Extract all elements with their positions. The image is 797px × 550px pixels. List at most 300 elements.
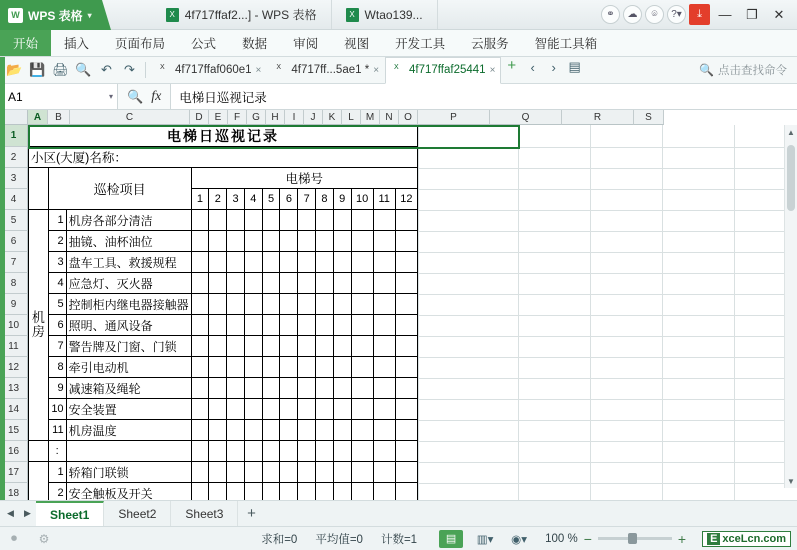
- file-tab-3[interactable]: [385, 57, 501, 84]
- close-icon[interactable]: ×: [489, 64, 496, 76]
- check-cell[interactable]: [316, 462, 334, 483]
- item-name[interactable]: 照明、通风设备: [66, 315, 191, 336]
- check-cell[interactable]: [244, 273, 262, 294]
- magnifier-icon[interactable]: 🔍: [127, 88, 144, 104]
- prev-tab-icon[interactable]: ‹: [530, 59, 535, 75]
- co-edit-icon[interactable]: ⚭: [601, 5, 620, 24]
- column-header-B[interactable]: B: [48, 110, 70, 125]
- check-cell[interactable]: [395, 273, 417, 294]
- check-cell[interactable]: [244, 336, 262, 357]
- check-cell[interactable]: [209, 462, 227, 483]
- lift-number-1[interactable]: 1: [191, 189, 209, 210]
- check-cell[interactable]: [373, 315, 395, 336]
- row-header-14[interactable]: 14: [0, 399, 28, 420]
- check-cell[interactable]: [209, 210, 227, 231]
- column-header-G[interactable]: G: [247, 110, 266, 125]
- check-cell[interactable]: [209, 483, 227, 501]
- ribbon-tab-home[interactable]: 开始: [0, 30, 51, 56]
- item-name[interactable]: 警告牌及门窗、门锁: [66, 336, 191, 357]
- sheet-title-cell[interactable]: 电梯日巡视记录: [29, 126, 418, 147]
- check-cell[interactable]: [316, 273, 334, 294]
- check-cell[interactable]: [333, 210, 351, 231]
- check-cell[interactable]: [333, 483, 351, 501]
- item-no[interactable]: 2: [48, 483, 66, 501]
- column-header-P[interactable]: P: [418, 110, 490, 125]
- check-cell[interactable]: [209, 378, 227, 399]
- ribbon-tab-view[interactable]: 视图: [344, 37, 370, 51]
- check-cell[interactable]: [191, 483, 209, 501]
- check-cell[interactable]: [209, 231, 227, 252]
- check-cell[interactable]: [227, 315, 245, 336]
- lift-number-7[interactable]: 7: [298, 189, 316, 210]
- check-cell[interactable]: [316, 441, 334, 462]
- item-no[interactable]: 8: [48, 357, 66, 378]
- check-cell[interactable]: [316, 399, 334, 420]
- file-tab-2[interactable]: [267, 57, 385, 84]
- row-header-3[interactable]: 3: [0, 168, 28, 189]
- lift-number-10[interactable]: 10: [351, 189, 373, 210]
- check-cell[interactable]: [227, 252, 245, 273]
- document-tab-2[interactable]: [332, 0, 438, 29]
- check-cell[interactable]: [244, 483, 262, 501]
- check-cell[interactable]: [333, 315, 351, 336]
- row-header-6[interactable]: 6: [0, 231, 28, 252]
- row-header-7[interactable]: 7: [0, 252, 28, 273]
- check-cell[interactable]: [298, 273, 316, 294]
- check-cell[interactable]: [227, 273, 245, 294]
- check-cell[interactable]: [244, 294, 262, 315]
- check-cell[interactable]: [298, 210, 316, 231]
- save-icon[interactable]: 💾: [29, 62, 46, 77]
- table-row[interactable]: [29, 168, 418, 189]
- table-row[interactable]: [29, 399, 418, 420]
- check-cell[interactable]: [191, 420, 209, 441]
- new-file-tab-button[interactable]: +: [507, 56, 517, 74]
- check-cell[interactable]: [227, 357, 245, 378]
- check-cell[interactable]: [351, 378, 373, 399]
- check-cell[interactable]: [316, 357, 334, 378]
- item-no[interactable]: :: [48, 441, 66, 462]
- check-cell[interactable]: [333, 336, 351, 357]
- check-cell[interactable]: [333, 378, 351, 399]
- check-cell[interactable]: [191, 357, 209, 378]
- check-cell[interactable]: [395, 231, 417, 252]
- ribbon-tab-developer[interactable]: 开发工具: [395, 37, 446, 51]
- item-no[interactable]: 10: [48, 399, 66, 420]
- section-spacer-cell[interactable]: [29, 441, 49, 462]
- check-cell[interactable]: [373, 357, 395, 378]
- item-no[interactable]: 4: [48, 273, 66, 294]
- print-icon[interactable]: 🖨: [52, 62, 69, 77]
- check-cell[interactable]: [209, 294, 227, 315]
- check-cell[interactable]: [298, 399, 316, 420]
- row-header-16[interactable]: 16: [0, 441, 28, 462]
- check-cell[interactable]: [351, 357, 373, 378]
- row-header-17[interactable]: 17: [0, 462, 28, 483]
- sheet-tab-sheet3[interactable]: Sheet3: [171, 501, 238, 526]
- check-cell[interactable]: [262, 294, 280, 315]
- file-tab-1[interactable]: [151, 57, 267, 84]
- check-cell[interactable]: [191, 378, 209, 399]
- check-cell[interactable]: [373, 462, 395, 483]
- table-row[interactable]: [29, 483, 418, 501]
- check-cell[interactable]: [373, 252, 395, 273]
- ribbon-tab-formulas[interactable]: 公式: [191, 37, 217, 51]
- zoom-slider-knob[interactable]: [628, 533, 637, 544]
- column-header-H[interactable]: H: [266, 110, 285, 125]
- close-icon[interactable]: ×: [255, 64, 262, 76]
- inspection-record-table[interactable]: [28, 125, 418, 500]
- check-cell[interactable]: [244, 357, 262, 378]
- table-row[interactable]: [29, 462, 418, 483]
- check-cell[interactable]: [373, 231, 395, 252]
- row-header-8[interactable]: 8: [0, 273, 28, 294]
- check-cell[interactable]: [280, 462, 298, 483]
- reading-view-icon[interactable]: ◉▾: [511, 533, 527, 546]
- column-header-E[interactable]: E: [209, 110, 228, 125]
- item-name[interactable]: 安全触板及开关: [66, 483, 191, 501]
- check-cell[interactable]: [280, 252, 298, 273]
- ribbon-tab-toolbox[interactable]: 智能工具箱: [534, 37, 598, 51]
- table-row[interactable]: [29, 441, 418, 462]
- check-cell[interactable]: [209, 315, 227, 336]
- check-cell[interactable]: [333, 252, 351, 273]
- check-cell[interactable]: [351, 294, 373, 315]
- check-cell[interactable]: [298, 357, 316, 378]
- tab-list-icon[interactable]: ▤: [568, 59, 581, 74]
- check-cell[interactable]: [262, 420, 280, 441]
- column-header-C[interactable]: C: [70, 110, 190, 125]
- check-cell[interactable]: [316, 378, 334, 399]
- check-cell[interactable]: [373, 273, 395, 294]
- ribbon-tab-data[interactable]: 数据: [242, 37, 268, 51]
- column-header-F[interactable]: F: [228, 110, 247, 125]
- check-cell[interactable]: [373, 483, 395, 501]
- check-cell[interactable]: [373, 294, 395, 315]
- check-cell[interactable]: [351, 336, 373, 357]
- check-cell[interactable]: [298, 336, 316, 357]
- item-no[interactable]: 3: [48, 252, 66, 273]
- item-no[interactable]: 1: [48, 462, 66, 483]
- column-header-N[interactable]: N: [380, 110, 399, 125]
- column-header-O[interactable]: O: [399, 110, 418, 125]
- check-cell[interactable]: [373, 336, 395, 357]
- check-cell[interactable]: [298, 441, 316, 462]
- check-cell[interactable]: [244, 399, 262, 420]
- cloud-icon[interactable]: ☁: [623, 5, 642, 24]
- layout-view-icon[interactable]: ▥▾: [476, 533, 494, 546]
- table-row[interactable]: [29, 294, 418, 315]
- item-name[interactable]: 减速箱及绳轮: [66, 378, 191, 399]
- table-row[interactable]: [29, 252, 418, 273]
- check-cell[interactable]: [244, 210, 262, 231]
- check-cell[interactable]: [262, 231, 280, 252]
- row-header-4[interactable]: 4: [0, 189, 28, 210]
- ribbon-tab-page-layout[interactable]: 页面布局: [115, 37, 166, 51]
- undo-icon[interactable]: ↶: [101, 62, 112, 77]
- item-name[interactable]: 牵引电动机: [66, 357, 191, 378]
- check-cell[interactable]: [316, 336, 334, 357]
- section-spacer-cell[interactable]: [29, 168, 49, 210]
- check-cell[interactable]: [395, 252, 417, 273]
- redo-icon[interactable]: ↷: [124, 62, 135, 77]
- check-cell[interactable]: [227, 441, 245, 462]
- check-cell[interactable]: [191, 315, 209, 336]
- settings-icon[interactable]: ⚙: [38, 531, 50, 546]
- check-cell[interactable]: [395, 378, 417, 399]
- check-cell[interactable]: [351, 273, 373, 294]
- check-cell[interactable]: [244, 420, 262, 441]
- wps-app-tab[interactable]: [0, 0, 102, 30]
- check-cell[interactable]: [298, 462, 316, 483]
- zoom-slider-track[interactable]: [598, 537, 672, 540]
- check-cell[interactable]: [191, 462, 209, 483]
- check-cell[interactable]: [333, 231, 351, 252]
- fx-icon[interactable]: fx: [151, 88, 162, 104]
- check-cell[interactable]: [280, 399, 298, 420]
- check-cell[interactable]: [316, 483, 334, 501]
- table-row[interactable]: [29, 210, 418, 231]
- table-row[interactable]: [29, 336, 418, 357]
- ribbon-tab-cloud[interactable]: 云服务: [471, 37, 509, 51]
- check-cell[interactable]: [316, 252, 334, 273]
- check-cell[interactable]: [351, 399, 373, 420]
- check-cell[interactable]: [298, 231, 316, 252]
- check-cell[interactable]: [262, 378, 280, 399]
- sheet-tab-sheet2[interactable]: Sheet2: [104, 501, 171, 526]
- close-button[interactable]: ✕: [773, 6, 785, 22]
- check-cell[interactable]: [209, 420, 227, 441]
- sheet-prev-icon[interactable]: ◀: [7, 508, 14, 518]
- check-cell[interactable]: [280, 315, 298, 336]
- check-cell[interactable]: [351, 420, 373, 441]
- item-name[interactable]: 应急灯、灭火器: [66, 273, 191, 294]
- column-header-A[interactable]: A: [28, 110, 48, 125]
- check-cell[interactable]: [227, 420, 245, 441]
- check-cell[interactable]: [227, 336, 245, 357]
- row-header-12[interactable]: 12: [0, 357, 28, 378]
- check-cell[interactable]: [262, 357, 280, 378]
- table-row[interactable]: [29, 273, 418, 294]
- item-name[interactable]: 机房各部分清洁: [66, 210, 191, 231]
- check-cell[interactable]: [373, 420, 395, 441]
- check-cell[interactable]: [191, 273, 209, 294]
- ribbon-tab-review[interactable]: 审阅: [293, 37, 319, 51]
- section-label-machine-room[interactable]: 机 房: [29, 210, 49, 441]
- print-preview-icon[interactable]: 🔍: [75, 62, 92, 77]
- check-cell[interactable]: [280, 294, 298, 315]
- header-lift-group[interactable]: 电梯号: [191, 168, 417, 189]
- check-cell[interactable]: [227, 210, 245, 231]
- check-cell[interactable]: [262, 399, 280, 420]
- check-cell[interactable]: [227, 483, 245, 501]
- row-header-11[interactable]: 11: [0, 336, 28, 357]
- column-header-L[interactable]: L: [342, 110, 361, 125]
- check-cell[interactable]: [262, 273, 280, 294]
- check-cell[interactable]: [395, 210, 417, 231]
- zoom-in-button[interactable]: +: [677, 530, 687, 547]
- close-icon[interactable]: ×: [373, 64, 380, 76]
- check-cell[interactable]: [333, 294, 351, 315]
- item-no[interactable]: 11: [48, 420, 66, 441]
- chevron-down-icon[interactable]: ▾: [87, 10, 92, 20]
- open-icon[interactable]: 📂: [6, 62, 23, 77]
- check-cell[interactable]: [333, 462, 351, 483]
- check-cell[interactable]: [298, 483, 316, 501]
- check-cell[interactable]: [316, 294, 334, 315]
- row-header-10[interactable]: 10: [0, 315, 28, 336]
- table-row[interactable]: [29, 315, 418, 336]
- check-cell[interactable]: [333, 399, 351, 420]
- check-cell[interactable]: [191, 252, 209, 273]
- row-header-2[interactable]: 2: [0, 147, 28, 168]
- check-cell[interactable]: [395, 462, 417, 483]
- help-icon[interactable]: ?▾: [667, 5, 686, 24]
- user-icon[interactable]: ⌾: [645, 5, 664, 24]
- zoom-out-button[interactable]: −: [583, 530, 592, 547]
- check-cell[interactable]: [227, 399, 245, 420]
- check-cell[interactable]: [244, 252, 262, 273]
- check-cell[interactable]: [351, 441, 373, 462]
- check-cell[interactable]: [262, 315, 280, 336]
- check-cell[interactable]: [262, 210, 280, 231]
- record-icon[interactable]: ⏺: [10, 531, 17, 545]
- check-cell[interactable]: [395, 315, 417, 336]
- check-cell[interactable]: [351, 315, 373, 336]
- formula-input[interactable]: 电梯日巡视记录: [170, 84, 797, 109]
- check-cell[interactable]: [316, 231, 334, 252]
- restore-button[interactable]: ❐: [746, 6, 758, 22]
- check-cell[interactable]: [227, 462, 245, 483]
- check-cell[interactable]: [262, 336, 280, 357]
- vertical-scroll-thumb[interactable]: [787, 145, 795, 211]
- check-cell[interactable]: [280, 483, 298, 501]
- download-icon[interactable]: ⤓: [689, 4, 710, 25]
- scroll-up-icon[interactable]: ▲: [787, 127, 795, 137]
- lift-number-11[interactable]: 11: [373, 189, 395, 210]
- header-item-col[interactable]: 巡检项目: [48, 168, 191, 210]
- check-cell[interactable]: [191, 441, 209, 462]
- check-cell[interactable]: [333, 420, 351, 441]
- check-cell[interactable]: [395, 441, 417, 462]
- check-cell[interactable]: [351, 462, 373, 483]
- check-cell[interactable]: [333, 441, 351, 462]
- column-header-J[interactable]: J: [304, 110, 323, 125]
- row-header-15[interactable]: 15: [0, 420, 28, 441]
- check-cell[interactable]: [280, 441, 298, 462]
- section-label-car[interactable]: [29, 462, 49, 501]
- check-cell[interactable]: [244, 441, 262, 462]
- check-cell[interactable]: [244, 231, 262, 252]
- check-cell[interactable]: [209, 441, 227, 462]
- item-no[interactable]: 1: [48, 210, 66, 231]
- check-cell[interactable]: [395, 399, 417, 420]
- check-cell[interactable]: [280, 336, 298, 357]
- check-cell[interactable]: [333, 273, 351, 294]
- table-row[interactable]: [29, 231, 418, 252]
- check-cell[interactable]: [191, 210, 209, 231]
- column-header-Q[interactable]: Q: [490, 110, 562, 125]
- check-cell[interactable]: [209, 336, 227, 357]
- item-no[interactable]: 5: [48, 294, 66, 315]
- item-name[interactable]: 盘车工具、救援规程: [66, 252, 191, 273]
- check-cell[interactable]: [373, 441, 395, 462]
- next-tab-icon[interactable]: ›: [551, 59, 556, 75]
- item-name[interactable]: 抽镜、油杯油位: [66, 231, 191, 252]
- check-cell[interactable]: [209, 273, 227, 294]
- check-cell[interactable]: [298, 420, 316, 441]
- lift-number-12[interactable]: 12: [395, 189, 417, 210]
- lift-number-3[interactable]: 3: [227, 189, 245, 210]
- check-cell[interactable]: [209, 252, 227, 273]
- check-cell[interactable]: [373, 399, 395, 420]
- column-header-D[interactable]: D: [190, 110, 209, 125]
- sheet-next-icon[interactable]: ▶: [24, 508, 31, 518]
- check-cell[interactable]: [333, 357, 351, 378]
- name-box[interactable]: [0, 84, 118, 109]
- sheet-tab-sheet1[interactable]: Sheet1: [36, 501, 104, 526]
- check-cell[interactable]: [280, 231, 298, 252]
- page-view-icon[interactable]: ▤: [439, 530, 463, 548]
- minimize-button[interactable]: —: [718, 7, 732, 22]
- cell-area[interactable]: [28, 125, 797, 500]
- check-cell[interactable]: [280, 420, 298, 441]
- check-cell[interactable]: [227, 378, 245, 399]
- item-no[interactable]: 2: [48, 231, 66, 252]
- document-tab-1[interactable]: [152, 0, 332, 29]
- check-cell[interactable]: [209, 399, 227, 420]
- check-cell[interactable]: [244, 462, 262, 483]
- check-cell[interactable]: [351, 210, 373, 231]
- check-cell[interactable]: [262, 252, 280, 273]
- item-name[interactable]: 机房温度: [66, 420, 191, 441]
- column-header-I[interactable]: I: [285, 110, 304, 125]
- check-cell[interactable]: [227, 231, 245, 252]
- table-row[interactable]: [29, 420, 418, 441]
- column-header-M[interactable]: M: [361, 110, 380, 125]
- sheet-subtitle-cell[interactable]: 小区(大厦)名称：: [29, 147, 418, 168]
- column-header-R[interactable]: R: [562, 110, 634, 125]
- check-cell[interactable]: [244, 378, 262, 399]
- check-cell[interactable]: [298, 378, 316, 399]
- item-name[interactable]: 控制柜内继电器接触器: [66, 294, 191, 315]
- ribbon-tab-insert[interactable]: 插入: [64, 37, 90, 51]
- check-cell[interactable]: [298, 252, 316, 273]
- check-cell[interactable]: [298, 315, 316, 336]
- check-cell[interactable]: [316, 315, 334, 336]
- chevron-down-icon[interactable]: ▾: [108, 92, 113, 101]
- check-cell[interactable]: [395, 336, 417, 357]
- check-cell[interactable]: [395, 294, 417, 315]
- find-command-box[interactable]: [699, 62, 793, 78]
- row-header-18[interactable]: 18: [0, 483, 28, 500]
- lift-number-6[interactable]: 6: [280, 189, 298, 210]
- check-cell[interactable]: [280, 210, 298, 231]
- check-cell[interactable]: [316, 210, 334, 231]
- add-sheet-button[interactable]: +: [247, 505, 256, 522]
- check-cell[interactable]: [191, 336, 209, 357]
- check-cell[interactable]: [262, 462, 280, 483]
- check-cell[interactable]: [262, 483, 280, 501]
- item-name[interactable]: [66, 441, 191, 462]
- check-cell[interactable]: [395, 483, 417, 501]
- check-cell[interactable]: [280, 273, 298, 294]
- lift-number-5[interactable]: 5: [262, 189, 280, 210]
- check-cell[interactable]: [351, 483, 373, 501]
- check-cell[interactable]: [298, 294, 316, 315]
- lift-number-8[interactable]: 8: [316, 189, 334, 210]
- row-header-1[interactable]: 1: [0, 125, 28, 147]
